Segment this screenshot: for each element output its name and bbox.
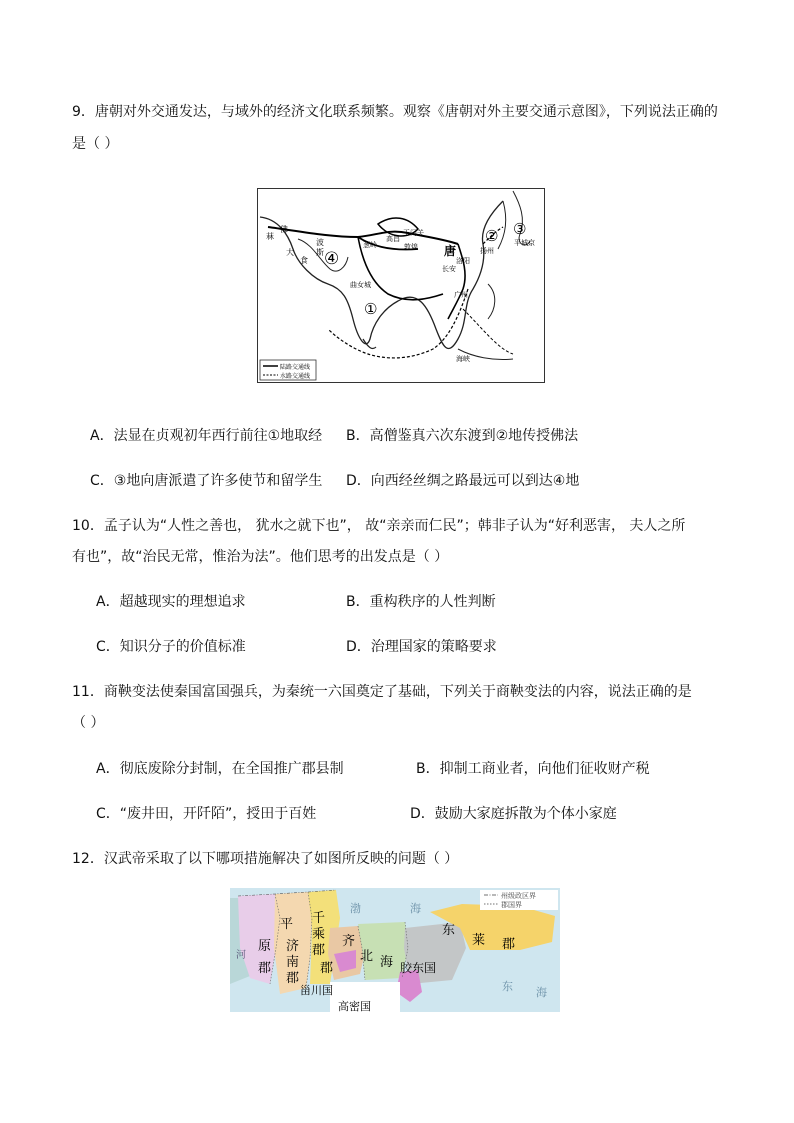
q9-stem-line2: 是（ ） xyxy=(72,136,119,152)
label-bei: 北 xyxy=(360,949,374,964)
map-label-bo: 波 xyxy=(316,238,324,247)
label-dong: 东 xyxy=(442,923,456,938)
q9-option-c[interactable]: C．③地向唐派遣了许多使节和留学生 xyxy=(90,473,323,489)
q10-stem-line2: 有也”，故“治民无常，惟治为法”。他们思考的出发点是（ ） xyxy=(72,549,449,565)
q9-option-d[interactable]: D．向西经丝绸之路最远可以到达④地 xyxy=(346,473,580,489)
label-ji: 济 xyxy=(286,939,300,954)
label-lai: 莱 xyxy=(472,933,486,948)
map-label-congling: 葱岭 xyxy=(363,241,377,249)
map-label-tang: 唐 xyxy=(444,244,457,258)
map-label-changan: 长安 xyxy=(442,265,456,273)
label-he: 河 xyxy=(236,950,246,961)
q11-option-c[interactable]: C．“废井田，开阡陌”，授田于百姓 xyxy=(96,806,317,822)
label-bohai-2: 海 xyxy=(410,902,421,915)
map-label-fu: 佛 xyxy=(280,225,288,234)
map-label-dunhuang: 敦煌 xyxy=(404,243,418,251)
han-map-svg xyxy=(230,888,560,1012)
q10-option-a[interactable]: A．超越现实的理想追求 xyxy=(96,594,246,610)
tang-map-svg xyxy=(258,189,544,382)
map-label-da: 大 xyxy=(286,248,294,257)
label-yuan: 原 xyxy=(258,939,272,954)
q12-stem-line1: 12．汉武帝采取了以下哪项措施解决了如图所反映的问题（ ） xyxy=(72,851,459,867)
map-label-guangzhou: 广州 xyxy=(454,291,468,299)
label-sheng: 乘 xyxy=(312,927,326,942)
label-zichuan: 甾川国 xyxy=(300,984,333,997)
han-kingdoms-map xyxy=(230,888,560,1012)
label-bohai-1: 渤 xyxy=(350,902,361,915)
label-hai: 海 xyxy=(380,955,394,970)
label-jun4: 郡 xyxy=(320,961,334,976)
map-label-heijokyo: 平城京 xyxy=(514,239,535,247)
map-label-4: ④ xyxy=(324,249,340,269)
q10-stem-line1: 10．孟子认为“人性之善也， 犹水之就下也”， 故“亲亲而仁民”；韩非子认为“好利恶害， 夫人之所 xyxy=(72,518,686,534)
label-jun2: 郡 xyxy=(286,971,300,986)
legend-commandery-boundary: 郡国界 xyxy=(501,901,522,909)
label-jun5: 郡 xyxy=(502,937,516,952)
label-gaomi: 高密国 xyxy=(338,1000,371,1012)
q10-option-d[interactable]: D．治理国家的策略要求 xyxy=(346,639,497,655)
map-label-lin: 菻 xyxy=(266,232,274,241)
label-jun1: 郡 xyxy=(258,961,272,976)
map-label-shi: 食 xyxy=(300,256,308,265)
q10-option-b[interactable]: B．重构秩序的人性判断 xyxy=(346,594,496,610)
q9-option-b[interactable]: B．高僧鉴真六次东渡到②地传授佛法 xyxy=(346,428,579,444)
label-ping: 平 xyxy=(280,917,294,932)
q11-option-b[interactable]: B．抑制工商业者，向他们征收财产税 xyxy=(416,761,650,777)
legend-land-route: 陆路交通线 xyxy=(280,364,311,371)
map-label-haixia: 海峡 xyxy=(456,355,470,363)
q11-stem-line2: （ ） xyxy=(72,715,105,731)
tang-traffic-map xyxy=(257,188,545,383)
legend-state-boundary: 州级政区界 xyxy=(501,892,536,900)
map-label-luoyang: 洛阳 xyxy=(456,257,470,265)
q9-option-a[interactable]: A．法显在贞观初年西行前往①地取经 xyxy=(90,428,323,444)
label-jiaodong: 胶东国 xyxy=(400,961,437,975)
map-label-gaochang: 高昌 xyxy=(386,235,400,243)
legend-sea-route: 水路交通线 xyxy=(280,373,311,380)
map-label-yumenguan: 玉门关 xyxy=(403,229,424,237)
q11-stem-line1: 11．商鞅变法使秦国富国强兵，为秦统一六国奠定了基础，下列关于商鞅变法的内容，说法正确的是 xyxy=(72,684,692,700)
q10-option-c[interactable]: C．知识分子的价值标准 xyxy=(96,639,246,655)
label-nan: 南 xyxy=(286,955,300,970)
map-label-2: ② xyxy=(485,227,499,245)
label-donghai-1: 东 xyxy=(502,980,513,993)
q11-option-d[interactable]: D．鼓励大家庭拆散为个体小家庭 xyxy=(410,806,617,822)
map-label-3: ③ xyxy=(513,220,527,238)
q11-option-a[interactable]: A．彻底废除分封制，在全国推广郡县制 xyxy=(96,761,344,777)
label-jun3: 郡 xyxy=(312,943,326,958)
q9-stem-line1: 9．唐朝对外交通发达，与域外的经济文化联系频繁。观察《唐朝对外主要交通示意图》，下列说法正确的 xyxy=(72,104,718,120)
label-qi: 齐 xyxy=(342,934,356,949)
label-donghai-2: 海 xyxy=(536,986,547,999)
map-label-si: 斯 xyxy=(316,248,324,257)
map-label-1: ① xyxy=(364,300,378,318)
map-label-qunucheng: 曲女城 xyxy=(350,281,371,289)
label-qian: 千 xyxy=(312,911,326,926)
map-label-yangzhou: 扬州 xyxy=(480,247,494,255)
